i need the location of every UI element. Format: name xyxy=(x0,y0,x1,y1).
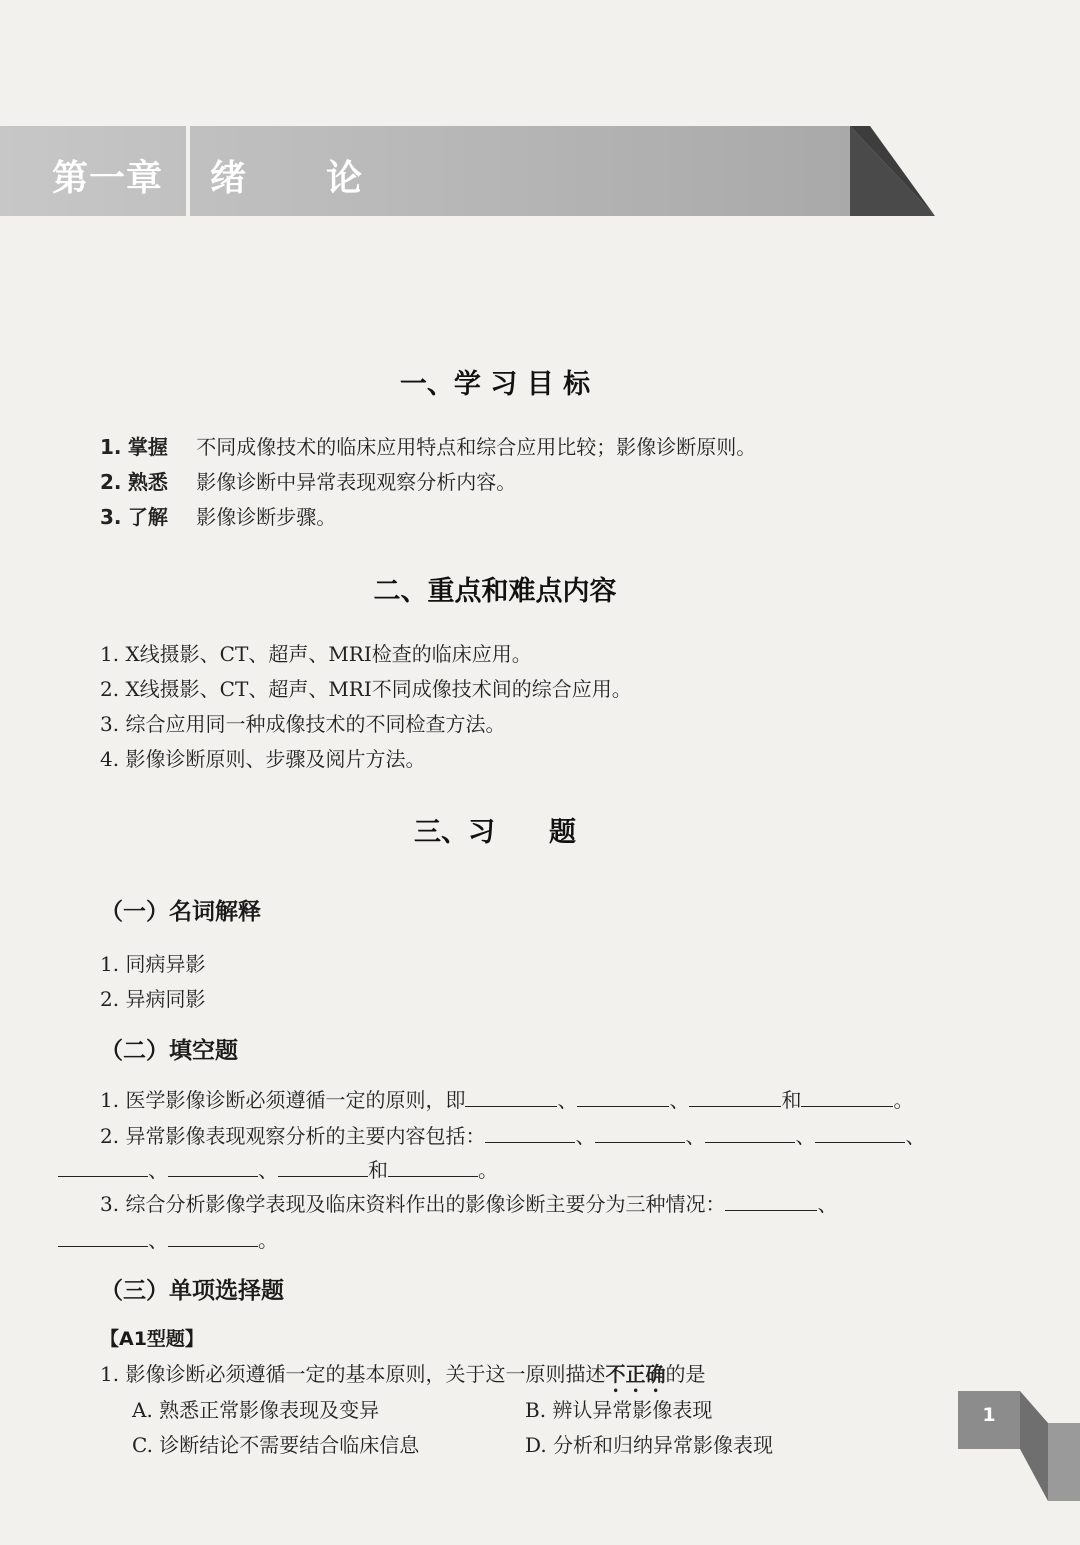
chapter-number: 第一章 xyxy=(52,158,164,199)
separator: 、 xyxy=(669,1088,690,1112)
fill-blank xyxy=(577,1088,669,1107)
separator: 、 xyxy=(817,1192,838,1216)
fill-q3-text: 3. 综合分析影像学表现及临床资料作出的影像诊断主要分为三种情况： xyxy=(100,1192,726,1216)
fill-q1-text: 1. 医学影像诊断必须遵循一定的原则，即 xyxy=(100,1088,466,1112)
separator: 、 xyxy=(258,1158,278,1182)
fill-question-2 xyxy=(100,1120,925,1149)
option-b: B. 辨认异常影像表现 xyxy=(525,1398,713,1422)
page-number: 1 xyxy=(982,1404,996,1426)
key-point-item: 3. 综合应用同一种成像技术的不同检查方法。 xyxy=(100,712,506,736)
fill-blank xyxy=(168,1158,258,1177)
fill-blank xyxy=(388,1158,478,1177)
fill-question-1 xyxy=(100,1084,913,1113)
goal-item xyxy=(100,501,336,530)
fill-blank xyxy=(705,1124,795,1143)
key-point-item: 2. X线摄影、CT、超声、MRI不同成像技术间的综合应用。 xyxy=(100,677,632,701)
fill-blank xyxy=(689,1088,781,1107)
fill-blank xyxy=(725,1192,817,1211)
goal-keyword: 了解 xyxy=(127,505,168,529)
separator: 、 xyxy=(685,1124,706,1148)
and-word: 和 xyxy=(368,1158,388,1182)
goal-keyword: 掌握 xyxy=(127,435,168,459)
goal-num: 3. xyxy=(100,505,122,529)
key-points-heading: 二、重点和难点内容 xyxy=(373,576,617,607)
term-item: 1. 同病异影 xyxy=(100,952,206,976)
goal-num: 1. xyxy=(100,435,122,459)
fill-blank xyxy=(815,1124,905,1143)
exercise-heading: 三、习 题 xyxy=(414,817,576,848)
fill-question-2-cont xyxy=(58,1154,498,1183)
fill-blank xyxy=(801,1088,893,1107)
option-c: C. 诊断结论不需要结合临床信息 xyxy=(132,1433,420,1457)
goal-text: 影像诊断步骤。 xyxy=(196,505,337,529)
goal-text: 不同成像技术的临床应用特点和综合应用比较；影像诊断原则。 xyxy=(196,435,757,459)
fill-question-3 xyxy=(100,1188,837,1217)
period: 。 xyxy=(893,1088,914,1112)
fill-blank xyxy=(485,1124,575,1143)
chapter-title: 绪论 xyxy=(210,158,443,199)
option-d: D. 分析和归纳异常影像表现 xyxy=(525,1433,774,1457)
separator: 、 xyxy=(148,1158,168,1182)
fill-blank xyxy=(278,1158,368,1177)
goal-item xyxy=(100,431,756,460)
fill-question-3-cont xyxy=(58,1224,278,1253)
and-word: 和 xyxy=(781,1088,802,1112)
goals-heading: 一、学 习 目 标 xyxy=(399,369,591,400)
fill-blank xyxy=(465,1088,557,1107)
goal-item xyxy=(100,466,516,495)
goal-num: 2. xyxy=(100,470,122,494)
period: 。 xyxy=(258,1228,278,1252)
fill-blank xyxy=(595,1124,685,1143)
part3-title: （三）单项选择题 xyxy=(100,1278,284,1304)
separator: 、 xyxy=(148,1228,168,1252)
period: 。 xyxy=(478,1158,498,1182)
fill-blank xyxy=(58,1158,148,1177)
separator: 、 xyxy=(575,1124,596,1148)
question-stem: 1. 影像诊断必须遵循一定的基本原则，关于这一原则描述 xyxy=(100,1362,606,1386)
question-type-tag: 【A1型题】 xyxy=(100,1328,204,1350)
choice-question-1 xyxy=(100,1358,705,1397)
goal-text: 影像诊断中异常表现观察分析内容。 xyxy=(196,470,517,494)
question-stem-end: 的是 xyxy=(665,1362,706,1386)
fill-q2-text: 2. 异常影像表现观察分析的主要内容包括： xyxy=(100,1124,486,1148)
key-point-item: 1. X线摄影、CT、超声、MRI检查的临床应用。 xyxy=(100,642,532,666)
separator: 、 xyxy=(557,1088,578,1112)
option-a: A. 熟悉正常影像表现及变异 xyxy=(132,1398,380,1422)
part1-title: （一）名词解释 xyxy=(100,899,261,925)
emphasized-text: 不正确 xyxy=(605,1362,666,1386)
goal-keyword: 熟悉 xyxy=(127,470,168,494)
separator: 、 xyxy=(905,1124,926,1148)
fill-blank xyxy=(168,1228,258,1247)
fill-blank xyxy=(58,1228,148,1247)
separator: 、 xyxy=(795,1124,816,1148)
key-point-item: 4. 影像诊断原则、步骤及阅片方法。 xyxy=(100,747,426,771)
part2-title: （二）填空题 xyxy=(100,1038,238,1064)
term-item: 2. 异病同影 xyxy=(100,987,206,1011)
